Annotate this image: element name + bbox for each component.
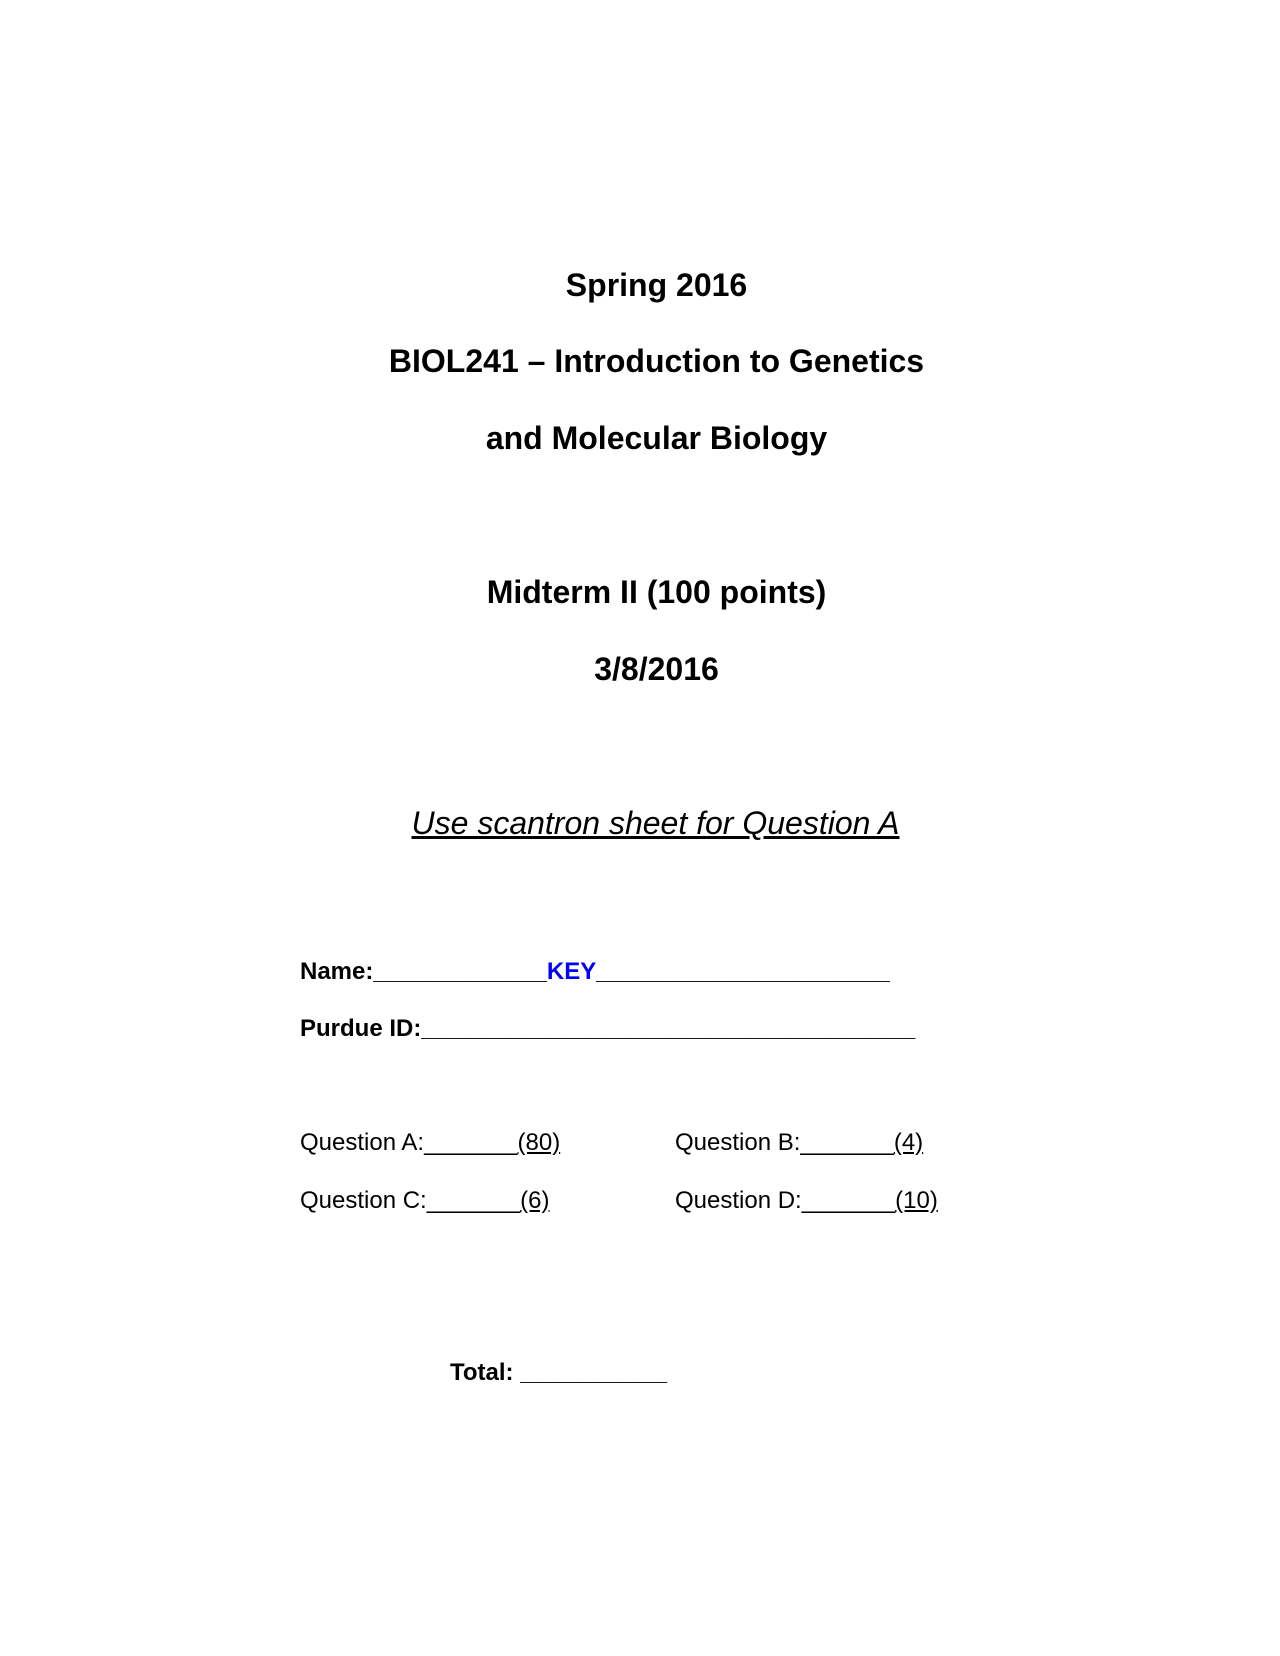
question-b-score <box>675 1128 923 1158</box>
purdue-id-label: Purdue ID: <box>300 1015 422 1042</box>
purdue-id-field <box>300 1014 915 1044</box>
question-d-label: Question D: <box>675 1187 802 1214</box>
name-blank-after: ______________________ <box>596 958 890 985</box>
course-title-line-1: BIOL241 – Introduction to Genetics <box>388 343 925 379</box>
question-d-blank: _______ <box>801 1187 896 1214</box>
question-c-label: Question C: <box>300 1187 427 1214</box>
total-field <box>450 1358 667 1388</box>
term-heading: Spring 2016 <box>565 267 748 303</box>
scantron-instruction: Use scantron sheet for Question A <box>411 805 900 841</box>
question-c-points: (6) <box>520 1187 550 1214</box>
course-title-line-2: and Molecular Biology <box>485 420 828 456</box>
name-blank-before: _____________ <box>373 958 547 985</box>
question-b-points: (4) <box>893 1129 924 1156</box>
name-field <box>300 957 890 987</box>
question-b-label: Question B: <box>675 1129 801 1156</box>
purdue-id-blank: _____________________________________ <box>421 1015 916 1042</box>
question-c-blank: _______ <box>426 1187 521 1214</box>
question-a-blank: _______ <box>424 1129 518 1156</box>
question-b-blank: _______ <box>800 1129 894 1156</box>
total-blank: ___________ <box>520 1359 668 1386</box>
question-a-score <box>300 1128 560 1158</box>
exam-date: 3/8/2016 <box>594 651 719 687</box>
question-c-score <box>300 1186 550 1216</box>
question-a-points: (80) <box>517 1129 561 1156</box>
question-d-points: (10) <box>895 1187 938 1214</box>
exam-title: Midterm II (100 points) <box>486 574 827 610</box>
name-value: KEY <box>546 958 597 985</box>
total-label: Total: <box>450 1359 514 1386</box>
name-label: Name: <box>300 958 374 985</box>
question-a-label: Question A: <box>300 1129 425 1156</box>
question-d-score <box>675 1186 938 1216</box>
